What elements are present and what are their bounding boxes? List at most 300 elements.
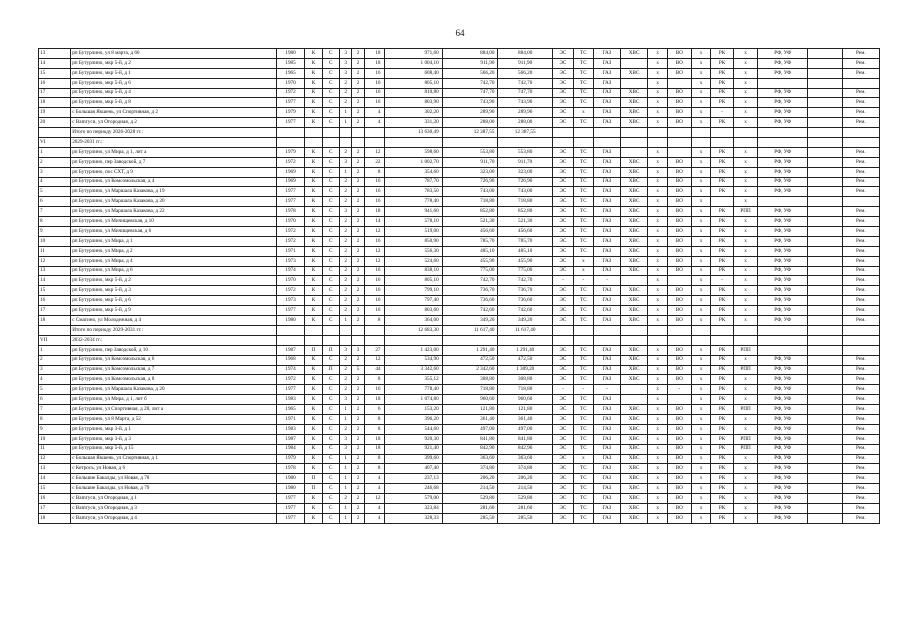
table-cell: К — [305, 503, 322, 513]
table-cell: рп Бутурлино, ул Мичищевская, д 6 — [71, 227, 277, 237]
table-cell: 16 — [364, 306, 384, 316]
table-cell — [807, 147, 842, 157]
table-cell: ЭС — [552, 177, 573, 187]
table-cell: С — [322, 187, 339, 197]
table-cell: 285,50 — [442, 513, 498, 523]
table-cell: РФ, УФ — [758, 286, 808, 296]
table-cell: С — [322, 207, 339, 217]
table-cell: 1 — [39, 147, 71, 157]
table-cell: ЭС — [552, 316, 573, 326]
table-cell: П — [322, 365, 339, 375]
table-cell: 1972 — [276, 375, 304, 385]
table-cell: 2 — [352, 207, 364, 217]
table-cell: 22 — [364, 157, 384, 167]
table-cell: С — [322, 434, 339, 444]
table-cell: ТС — [573, 78, 593, 88]
table-row — [39, 395, 880, 405]
table-cell: 2 — [339, 246, 351, 256]
table-cell: 778,40 — [384, 385, 442, 395]
table-cell: 1 — [339, 454, 351, 464]
table-cell: х — [733, 187, 758, 197]
table-cell: 1 — [339, 405, 351, 415]
table-row — [39, 316, 880, 326]
table-cell: ГАЗ — [593, 365, 620, 375]
table-cell: х — [733, 395, 758, 405]
table-cell: 17 — [39, 88, 71, 98]
table-cell: 1977 — [276, 503, 304, 513]
table-cell: ВО — [668, 49, 692, 59]
table-cell: ВО — [668, 286, 692, 296]
table-cell: ЭС — [552, 167, 573, 177]
table-cell: РФ, УФ — [758, 177, 808, 187]
table-cell: рп Бутурлино, ул Маршала Казакова, д 20 — [71, 385, 277, 395]
table-cell: К — [305, 306, 322, 316]
table-cell: - — [711, 276, 733, 286]
table-cell: ХВС — [621, 345, 648, 355]
table-cell: ЭС — [552, 454, 573, 464]
table-row — [39, 118, 880, 128]
table-cell: 2 — [352, 316, 364, 326]
table-cell: 361,40 — [498, 414, 552, 424]
table-cell: 323,00 — [498, 167, 552, 177]
table-cell: 16 — [364, 286, 384, 296]
table-cell: 743,90 — [498, 98, 552, 108]
table-cell — [552, 128, 573, 138]
table-cell: ЭС — [552, 414, 573, 424]
table-cell: С — [322, 98, 339, 108]
table-cell: х — [691, 474, 711, 484]
table-cell: 16 — [364, 78, 384, 88]
table-cell: рп Бутурлино, мкр 5-й, д 4 — [71, 88, 277, 98]
table-cell: 2 — [352, 405, 364, 415]
table-cell: х — [733, 256, 758, 266]
table-cell — [573, 128, 593, 138]
table-cell: 1972 — [276, 227, 304, 237]
table-cell: РПП — [733, 405, 758, 415]
table-cell: ГАЗ — [593, 88, 620, 98]
table-cell — [621, 385, 648, 395]
table-cell: 2 — [339, 355, 351, 365]
table-cell: рп Бутурлино, ул Маршала Казакова, д 22 — [71, 207, 277, 217]
table-cell: 2 — [352, 296, 364, 306]
table-cell: рп Бутурлино, мкр 5-й, д 6 — [71, 78, 277, 88]
table-cell: 1 — [339, 414, 351, 424]
table-cell — [621, 128, 648, 138]
table-cell: ВО — [668, 375, 692, 385]
table-cell — [807, 365, 842, 375]
table-cell: 2 — [352, 484, 364, 494]
table-cell: 2 — [352, 167, 364, 177]
table-cell: 884,00 — [442, 49, 498, 59]
table-cell — [842, 197, 879, 207]
table-cell — [758, 345, 808, 355]
table-cell: 803,60 — [384, 306, 442, 316]
table-cell: РПП — [733, 345, 758, 355]
table-cell: 1980 — [276, 484, 304, 494]
table-cell: х — [648, 316, 668, 326]
table-cell: ХВС — [621, 414, 648, 424]
table-cell: рп Бутурлино, мкр 5-й, д 3 — [71, 286, 277, 296]
table-cell: 519,00 — [384, 227, 442, 237]
table-cell: С — [322, 227, 339, 237]
table-cell — [807, 484, 842, 494]
table-cell — [807, 325, 842, 335]
table-cell: 778,40 — [384, 197, 442, 207]
table-cell: РК — [711, 167, 733, 177]
table-cell: Рем. — [842, 375, 879, 385]
table-cell: 485,10 — [498, 246, 552, 256]
table-cell: 2 — [352, 414, 364, 424]
table-row — [39, 405, 880, 415]
table-cell: ГАЗ — [593, 286, 620, 296]
table-cell: 1977 — [276, 306, 304, 316]
table-cell: 3 — [339, 58, 351, 68]
table-cell: 841,80 — [442, 434, 498, 444]
table-cell: РК — [711, 513, 733, 523]
table-cell: рп Бутурлино, мкр 5-й, д 6 — [71, 296, 277, 306]
table-cell: РФ, УФ — [758, 118, 808, 128]
table-cell: ТС — [573, 424, 593, 434]
table-cell: С — [322, 236, 339, 246]
table-cell: К — [305, 464, 322, 474]
table-row — [39, 256, 880, 266]
table-cell: х — [733, 88, 758, 98]
table-cell: 285,50 — [498, 513, 552, 523]
table-cell: х — [648, 286, 668, 296]
table-cell: ЭС — [552, 494, 573, 504]
table-cell: 534,90 — [384, 355, 442, 365]
table-cell: К — [305, 49, 322, 59]
table-cell: х — [648, 177, 668, 187]
table-cell: 1977 — [276, 98, 304, 108]
table-cell: х — [691, 434, 711, 444]
table-cell: 743,90 — [442, 98, 498, 108]
table-cell: ТС — [573, 187, 593, 197]
table-row — [39, 167, 880, 177]
table-cell: ГАЗ — [593, 49, 620, 59]
table-cell: 2 — [352, 246, 364, 256]
table-cell — [807, 138, 842, 148]
table-cell: с Ваmгуси, ул Огородная, д 1 — [71, 494, 277, 504]
table-cell: с Ваmгуси, ул Огородная, д 4 — [71, 513, 277, 523]
table-cell: ГАЗ — [593, 147, 620, 157]
table-cell: С — [322, 355, 339, 365]
table-cell: 921,40 — [384, 444, 442, 454]
table-cell: х — [648, 266, 668, 276]
table-cell: 18 — [364, 395, 384, 405]
table-cell: С — [322, 266, 339, 276]
table-cell: 803,90 — [384, 98, 442, 108]
table-cell: С — [322, 246, 339, 256]
table-cell: ТС — [573, 177, 593, 187]
table-cell — [352, 128, 364, 138]
table-cell: 374,80 — [498, 464, 552, 474]
table-cell: х — [733, 316, 758, 326]
table-cell: 736,70 — [442, 286, 498, 296]
table-cell: х — [691, 78, 711, 88]
table-cell: 556,30 — [384, 246, 442, 256]
table-cell — [758, 335, 808, 345]
table-cell: 2 — [352, 454, 364, 464]
table-row — [39, 227, 880, 237]
table-cell: К — [305, 424, 322, 434]
table-cell: ТС — [573, 236, 593, 246]
table-cell: 281,60 — [442, 503, 498, 513]
table-cell: рп Бутурлино, ул Комсомольская, д 8 — [71, 375, 277, 385]
table-row — [39, 306, 880, 316]
table-cell: 3 — [339, 207, 351, 217]
table-cell: ЭС — [552, 98, 573, 108]
table-cell: ТС — [573, 286, 593, 296]
table-cell: К — [305, 236, 322, 246]
table-cell: 12 — [364, 227, 384, 237]
table-cell — [339, 128, 351, 138]
table-cell: ГАЗ — [593, 246, 620, 256]
table-cell: Рем. — [842, 355, 879, 365]
page-number: 64 — [455, 28, 465, 38]
table-cell: 1977 — [276, 385, 304, 395]
table-cell — [573, 325, 593, 335]
table-cell — [621, 395, 648, 405]
table-cell: РК — [711, 157, 733, 167]
table-cell: 5 — [352, 365, 364, 375]
table-cell: РК — [711, 266, 733, 276]
table-cell: ГАЗ — [593, 217, 620, 227]
table-cell: ЭС — [552, 207, 573, 217]
table-cell: Рем. — [842, 147, 879, 157]
table-cell — [807, 236, 842, 246]
table-cell: рп Бутурлино, мкр 5-й, д 8 — [71, 98, 277, 108]
table-cell: х — [691, 454, 711, 464]
table-cell: Рем. — [842, 424, 879, 434]
table-cell: 787,70 — [384, 177, 442, 187]
table-cell: х — [691, 424, 711, 434]
table-row — [39, 414, 880, 424]
table-cell: РФ, УФ — [758, 167, 808, 177]
table-cell: РФ, УФ — [758, 68, 808, 78]
table-cell: ТС — [573, 414, 593, 424]
table-cell: рп Бутурлино, мкр 3-й, д 1 — [71, 424, 277, 434]
table-cell: 1972 — [276, 236, 304, 246]
table-cell: 2029-2031 гг.: — [71, 138, 277, 148]
table-cell: 16 — [364, 385, 384, 395]
table-cell: С — [322, 503, 339, 513]
table-cell: х — [648, 108, 668, 118]
table-row — [39, 68, 880, 78]
table-cell: ЭС — [552, 88, 573, 98]
table-cell: 566,20 — [442, 68, 498, 78]
table-cell: 288,00 — [498, 118, 552, 128]
table-cell: ТС — [573, 405, 593, 415]
table-cell: РФ, УФ — [758, 296, 808, 306]
table-cell: 2 — [352, 503, 364, 513]
table-cell: с Большие Бакалды, ул Новая, д 78 — [71, 474, 277, 484]
table-cell: х — [648, 246, 668, 256]
table-cell: ХВС — [621, 405, 648, 415]
table-cell: 2 — [339, 78, 351, 88]
table-cell: ХВС — [621, 474, 648, 484]
table-cell: х — [733, 454, 758, 464]
table-cell — [573, 138, 593, 148]
table-cell: 1 — [339, 474, 351, 484]
table-cell: РК — [711, 217, 733, 227]
table-cell: РК — [711, 286, 733, 296]
table-cell: рп Бутурлино, пос СХТ, д 9 — [71, 167, 277, 177]
table-cell: ЭС — [552, 503, 573, 513]
table-cell — [668, 128, 692, 138]
table-cell: РФ, УФ — [758, 227, 808, 237]
table-cell: х — [648, 484, 668, 494]
table-cell: ГАЗ — [593, 434, 620, 444]
table-cell: х — [648, 58, 668, 68]
table-cell: х — [691, 108, 711, 118]
table-row — [39, 484, 880, 494]
table-cell: ТС — [573, 207, 593, 217]
table-cell: ТС — [573, 157, 593, 167]
table-cell: Рем. — [842, 98, 879, 108]
table-cell: 16 — [39, 78, 71, 88]
table-cell: РФ, УФ — [758, 513, 808, 523]
table-cell — [842, 138, 879, 148]
table-cell: ВО — [668, 167, 692, 177]
table-cell: 11 — [39, 444, 71, 454]
table-cell: х — [648, 256, 668, 266]
table-cell: 16 — [364, 296, 384, 306]
table-cell: 302,20 — [384, 108, 442, 118]
table-cell: 2 — [339, 227, 351, 237]
table-cell: С — [322, 68, 339, 78]
table-cell: 783,50 — [384, 187, 442, 197]
table-cell: х — [733, 306, 758, 316]
table-cell: 2 — [352, 78, 364, 88]
table-cell: ЭС — [552, 395, 573, 405]
table-cell: С — [322, 256, 339, 266]
table-cell — [364, 138, 384, 148]
table-cell: 19 — [39, 108, 71, 118]
table-cell: х — [691, 365, 711, 375]
table-cell: 884,00 — [498, 49, 552, 59]
table-cell — [305, 138, 322, 148]
table-cell: х — [691, 395, 711, 405]
table-cell: 1970 — [276, 276, 304, 286]
table-cell: ЭС — [552, 197, 573, 207]
table-cell: Рем. — [842, 68, 879, 78]
table-cell: РФ, УФ — [758, 375, 808, 385]
table-cell: К — [305, 414, 322, 424]
table-cell: ГАЗ — [593, 296, 620, 306]
table-cell: 18 — [364, 49, 384, 59]
table-cell: х — [648, 424, 668, 434]
table-cell: 521,30 — [498, 217, 552, 227]
table-cell: ВО — [668, 68, 692, 78]
table-cell: 18 — [39, 98, 71, 108]
table-cell — [322, 325, 339, 335]
table-cell — [668, 325, 692, 335]
table-cell: 911,90 — [442, 58, 498, 68]
table-row — [39, 187, 880, 197]
table-cell: х — [648, 167, 668, 177]
table-cell: х — [648, 296, 668, 306]
table-cell: 4 — [364, 108, 384, 118]
table-cell: К — [305, 78, 322, 88]
table-cell: 18 — [364, 207, 384, 217]
table-cell: х — [648, 227, 668, 237]
table-cell: ВО — [668, 227, 692, 237]
table-cell: ВО — [668, 187, 692, 197]
table-cell: ХВС — [621, 157, 648, 167]
table-cell: 2 — [352, 276, 364, 286]
table-cell: 1 — [39, 345, 71, 355]
table-cell: РФ, УФ — [758, 306, 808, 316]
table-cell: 2 — [339, 236, 351, 246]
table-cell: РФ, УФ — [758, 98, 808, 108]
table-cell: 323,00 — [442, 167, 498, 177]
table-cell: х — [648, 503, 668, 513]
table-cell: К — [305, 444, 322, 454]
table-cell — [807, 118, 842, 128]
table-cell: 1977 — [276, 197, 304, 207]
table-cell: ГАЗ — [593, 355, 620, 365]
table-cell: 578,10 — [384, 217, 442, 227]
table-cell: 2 — [352, 108, 364, 118]
table-cell: 18 — [364, 444, 384, 454]
table-cell: РК — [711, 98, 733, 108]
table-cell: 1985 — [276, 58, 304, 68]
table-cell: х — [648, 187, 668, 197]
table-cell: х — [733, 424, 758, 434]
table-cell — [733, 128, 758, 138]
table-cell: х — [648, 454, 668, 464]
table-cell: ЭС — [552, 58, 573, 68]
table-cell: ГАЗ — [593, 227, 620, 237]
table-cell: 3 — [339, 444, 351, 454]
table-cell: ТС — [573, 355, 593, 365]
table-cell: 797,40 — [384, 296, 442, 306]
table-cell: ГАЗ — [593, 236, 620, 246]
table-cell: х — [648, 365, 668, 375]
table-cell: 399,60 — [384, 454, 442, 464]
table-cell: Рем. — [842, 464, 879, 474]
table-cell: ХВС — [621, 167, 648, 177]
table-cell: С — [322, 147, 339, 157]
table-cell: РФ, УФ — [758, 108, 808, 118]
table-cell: 153,20 — [384, 405, 442, 415]
table-cell — [807, 345, 842, 355]
table-cell — [807, 503, 842, 513]
table-cell: 1979 — [276, 454, 304, 464]
table-cell — [807, 434, 842, 444]
table-cell: Рем. — [842, 177, 879, 187]
table-cell: РК — [711, 444, 733, 454]
table-cell: 16 — [364, 197, 384, 207]
table-cell: 349,20 — [442, 316, 498, 326]
table-cell — [339, 325, 351, 335]
table-cell — [593, 325, 620, 335]
table-cell: 6 — [364, 405, 384, 415]
table-row — [39, 424, 880, 434]
table-cell: 16 — [364, 98, 384, 108]
table-cell: х — [648, 414, 668, 424]
table-cell: 27 — [364, 345, 384, 355]
table-cell: х — [691, 227, 711, 237]
table-cell — [322, 335, 339, 345]
table-cell: К — [305, 68, 322, 78]
table-cell: х — [691, 503, 711, 513]
table-cell: 472,50 — [442, 355, 498, 365]
table-cell: РК — [711, 355, 733, 365]
table-cell: ЭС — [552, 227, 573, 237]
table-cell — [364, 325, 384, 335]
